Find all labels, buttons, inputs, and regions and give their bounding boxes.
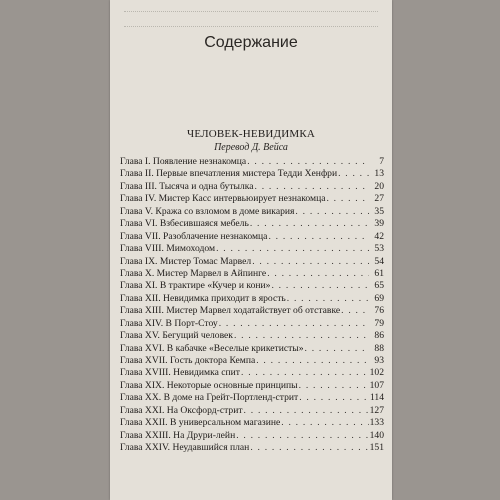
toc-leader-dots bbox=[299, 380, 369, 391]
toc-leader-dots bbox=[250, 218, 369, 229]
toc-entry-label: Глава XIII. Мистер Марвел ходатайствует об отставке bbox=[120, 305, 341, 317]
toc-entry bbox=[120, 442, 384, 454]
toc-entry-page: 79 bbox=[374, 317, 384, 329]
toc-entry-label: Глава VI. Взбесившаяся мебель bbox=[120, 218, 249, 230]
toc-entry-page: 140 bbox=[369, 429, 384, 441]
toc-entry bbox=[120, 280, 384, 292]
toc-entry-page: 86 bbox=[374, 330, 384, 342]
toc-leader-dots bbox=[250, 442, 368, 453]
toc-leader-dots bbox=[271, 280, 369, 291]
toc-entry bbox=[120, 243, 384, 255]
translator-credit: Перевод Д. Вейса bbox=[214, 142, 288, 153]
toc-entry-label: Глава XVII. Гость доктора Кемпа bbox=[120, 355, 256, 366]
toc-entry-label: Глава XIV. В Порт-Стоу bbox=[120, 317, 218, 329]
toc-entry-page: 61 bbox=[374, 267, 384, 279]
toc-leader-dots bbox=[255, 181, 369, 192]
toc-leader-dots bbox=[256, 355, 369, 366]
toc-leader-dots bbox=[236, 430, 368, 441]
toc-leader-dots bbox=[219, 318, 369, 329]
faded-previous-entries bbox=[124, 0, 378, 28]
toc-leader-dots bbox=[244, 405, 369, 416]
page-heading: Содержание bbox=[204, 34, 298, 51]
toc-entry bbox=[120, 268, 384, 280]
faded-line bbox=[124, 25, 378, 27]
section-title: ЧЕЛОВЕК-НЕВИДИМКА bbox=[186, 128, 316, 140]
toc-leader-dots bbox=[299, 392, 369, 403]
toc-entry bbox=[120, 405, 384, 417]
toc-entry-page: 93 bbox=[374, 355, 384, 366]
toc-entry-page: 102 bbox=[369, 367, 384, 379]
toc-entry-label: Глава XII. Невидимка приходит в ярость bbox=[120, 292, 286, 304]
toc-entry bbox=[120, 367, 384, 379]
toc-entry-page: 53 bbox=[374, 243, 384, 255]
toc-entry-page: 39 bbox=[374, 218, 384, 230]
toc-entry-page: 35 bbox=[374, 205, 384, 217]
toc-leader-dots bbox=[268, 231, 369, 242]
toc-entry-label: Глава XI. В трактире «Кучер и кони» bbox=[120, 280, 271, 292]
toc-entry-page: 114 bbox=[369, 392, 384, 404]
faded-line bbox=[124, 10, 378, 12]
toc-entry-page: 107 bbox=[369, 379, 384, 391]
toc-entry-label: Глава X. Мистер Марвел в Айпинге bbox=[120, 267, 267, 279]
toc-entry-page: 65 bbox=[374, 280, 384, 292]
toc-entry-label: Глава VII. Разоблачение незнакомца bbox=[120, 230, 268, 242]
toc-entry bbox=[120, 318, 384, 330]
toc-entry bbox=[120, 231, 384, 243]
toc-entry-page: 76 bbox=[374, 305, 384, 317]
toc-leader-dots bbox=[234, 330, 369, 341]
toc-entry-page: 69 bbox=[374, 292, 384, 304]
toc-entry bbox=[120, 206, 384, 218]
toc-entry-page: 13 bbox=[374, 168, 384, 180]
toc-entry bbox=[120, 392, 384, 404]
toc-entry bbox=[120, 168, 384, 180]
toc-leader-dots bbox=[338, 168, 369, 179]
toc-entry-label: Глава XXII. В универсальном магазине bbox=[120, 417, 281, 429]
toc-entry bbox=[120, 330, 384, 342]
table-of-contents bbox=[120, 156, 384, 455]
toc-entry bbox=[120, 417, 384, 429]
toc-entry-page: 54 bbox=[374, 255, 384, 267]
toc-entry-label: Глава IX. Мистер Томас Марвел bbox=[120, 255, 252, 267]
toc-entry bbox=[120, 355, 384, 367]
toc-entry-page: 133 bbox=[369, 417, 384, 429]
toc-entry-page: 20 bbox=[374, 180, 384, 192]
toc-entry bbox=[120, 256, 384, 268]
toc-leader-dots bbox=[267, 268, 369, 279]
toc-entry-page: 127 bbox=[369, 404, 384, 416]
toc-leader-dots bbox=[305, 343, 369, 354]
toc-entry-label: Глава XXIII. На Друри-лейн bbox=[120, 429, 236, 441]
toc-entry-page: 7 bbox=[379, 156, 384, 167]
toc-leader-dots bbox=[341, 305, 369, 316]
toc-entry bbox=[120, 193, 384, 205]
toc-leader-dots bbox=[241, 367, 369, 378]
toc-leader-dots bbox=[287, 293, 369, 304]
toc-entry-label: Глава XVI. В кабачке «Веселые крикетисты» bbox=[120, 342, 304, 354]
toc-entry bbox=[120, 343, 384, 355]
toc-entry-label: Глава III. Тысяча и одна бутылка bbox=[120, 180, 254, 192]
toc-entry bbox=[120, 156, 384, 168]
toc-entry-page: 27 bbox=[374, 193, 384, 205]
toc-entry-label: Глава II. Первые впечатления мистера Тедди Хенфри bbox=[120, 168, 338, 180]
toc-entry-page: 151 bbox=[369, 442, 384, 454]
toc-leader-dots bbox=[326, 193, 369, 204]
toc-leader-dots bbox=[216, 243, 369, 254]
toc-leader-dots bbox=[252, 256, 369, 267]
toc-entry-label: Глава XV. Бегущий человек bbox=[120, 330, 233, 342]
toc-entry-label: Глава VIII. Мимоходом bbox=[120, 243, 216, 255]
toc-entry bbox=[120, 293, 384, 305]
toc-entry bbox=[120, 305, 384, 317]
toc-leader-dots bbox=[295, 206, 369, 217]
toc-leader-dots bbox=[281, 417, 368, 428]
toc-entry bbox=[120, 218, 384, 230]
toc-entry-label: Глава XX. В доме на Грейт-Портленд-стрит bbox=[120, 392, 299, 404]
toc-entry-label: Глава XXIV. Неудавшийся план bbox=[120, 442, 250, 454]
book-page bbox=[110, 0, 392, 500]
toc-entry-page: 42 bbox=[374, 230, 384, 242]
toc-entry bbox=[120, 181, 384, 193]
toc-entry bbox=[120, 430, 384, 442]
toc-entry-label: Глава I. Появление незнакомца bbox=[120, 156, 247, 167]
toc-entry-label: Глава V. Кража со взломом в доме викария bbox=[120, 205, 295, 217]
toc-entry-label: Глава XVIII. Невидимка спит bbox=[120, 367, 240, 379]
toc-entry-label: Глава IV. Мистер Касс интервьюирует незнакомца bbox=[120, 193, 326, 205]
toc-entry-page: 88 bbox=[374, 342, 384, 354]
toc-entry-label: Глава XXI. На Оксфорд-стрит bbox=[120, 404, 243, 416]
toc-entry-label: Глава XIX. Некоторые основные принципы bbox=[120, 379, 298, 391]
toc-leader-dots bbox=[247, 156, 369, 167]
toc-entry bbox=[120, 380, 384, 392]
